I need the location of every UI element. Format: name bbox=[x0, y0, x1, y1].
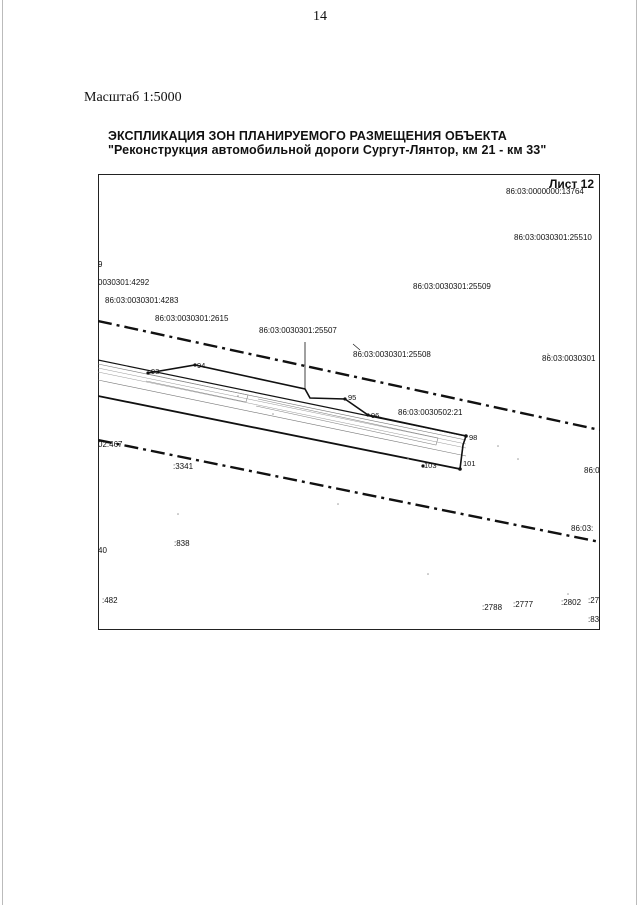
point-label: 103 bbox=[424, 461, 437, 470]
page-number: 14 bbox=[313, 9, 327, 24]
page-edge-left bbox=[2, 0, 3, 905]
parcel-label: :482 bbox=[102, 596, 118, 605]
parcel-label: 0030301:4292 bbox=[98, 278, 150, 287]
parcel-label: :83 bbox=[588, 615, 600, 624]
parcel-label: 86:03:0030301:4283 bbox=[105, 296, 179, 305]
sheet-label: Лист 12 bbox=[548, 177, 594, 191]
point-label: 93 bbox=[151, 367, 160, 376]
parcel-label: 9 bbox=[98, 260, 103, 269]
parcel-label: 86:03:0030301:25509 bbox=[413, 282, 491, 291]
parcel-label: :838 bbox=[174, 539, 190, 548]
parcel-label: :27 bbox=[588, 596, 600, 605]
parcel-label: 86:03:0030502:21 bbox=[398, 408, 463, 417]
parcel-label: 86:03:0030301 bbox=[542, 354, 596, 363]
map-drawing bbox=[98, 174, 600, 630]
parcel-label: :3341 bbox=[173, 462, 194, 471]
parcel-label: 02:467 bbox=[98, 440, 123, 449]
point-label: 96 bbox=[371, 411, 380, 420]
parcel-label: 40 bbox=[98, 546, 107, 555]
point-label: 98 bbox=[469, 433, 478, 442]
document-title bbox=[108, 129, 546, 157]
title-line-1: ЭКСПЛИКАЦИЯ ЗОН ПЛАНИРУЕМОГО РАЗМЕЩЕНИЯ ОБЪЕКТА bbox=[108, 129, 507, 143]
page-edge-right bbox=[636, 0, 637, 905]
parcel-label: 86:03:0030301:25507 bbox=[259, 326, 337, 335]
parcel-label: 86:03:0030301:25508 bbox=[353, 350, 431, 359]
title-line-2: "Реконструкция автомобильной дороги Сургут-Лянтор, км 21 - км 33" bbox=[108, 143, 547, 157]
parcel-label: :2777 bbox=[513, 600, 534, 609]
parcel-label: 86:03: bbox=[571, 524, 594, 533]
parcel-label: 86:03:0000000:13764 bbox=[506, 187, 584, 196]
map-frame bbox=[98, 174, 600, 630]
point-label: 94 bbox=[197, 361, 206, 370]
point-label: 95 bbox=[348, 393, 357, 402]
scale-label: Масштаб 1:5000 bbox=[84, 90, 182, 105]
parcel-label: 86:03:0030301:25510 bbox=[514, 233, 592, 242]
parcel-label: 86:0 bbox=[584, 466, 600, 475]
parcel-label: :2788 bbox=[482, 603, 503, 612]
boundary-line-lower bbox=[98, 440, 600, 542]
parcel-label: :2802 bbox=[561, 598, 582, 607]
point-label: 101 bbox=[463, 459, 476, 468]
parcel-label: 86:03:0030301:2615 bbox=[155, 314, 229, 323]
